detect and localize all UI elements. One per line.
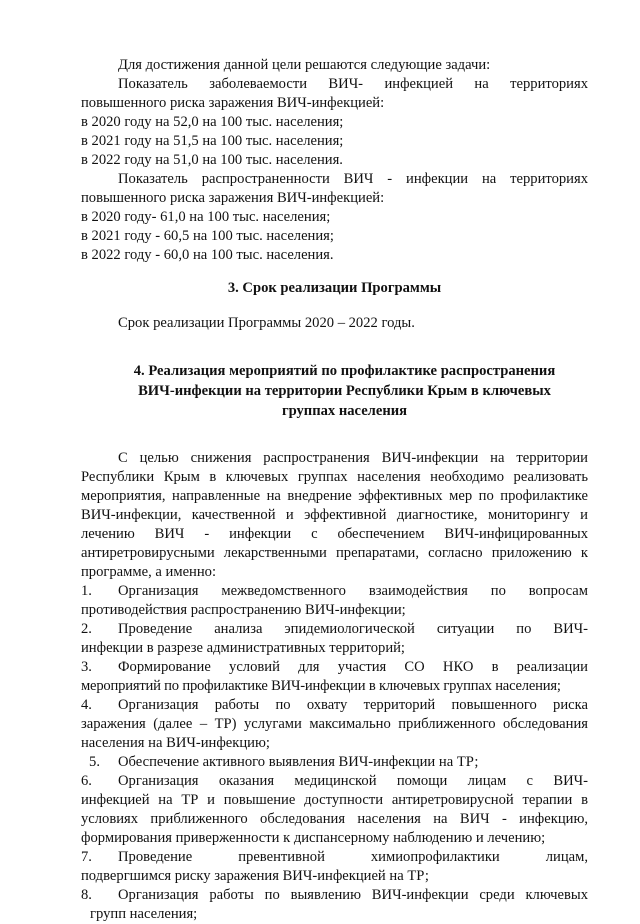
- section-4-para-line: Республики Крым в ключевых группах населения необходимо реализовать: [81, 469, 588, 485]
- list-item-number: 2.: [81, 621, 92, 637]
- list-item-number: 7.: [81, 849, 92, 865]
- list-item-line: инфекцией на ТР и повышение доступности антиретровирусной терапии в: [81, 792, 588, 808]
- indicator-incidence-line1: Показатель заболеваемости ВИЧ- инфекцией на территориях: [118, 76, 588, 92]
- list-item-line: Формирование условий для участия СО НКО в реализации: [118, 659, 588, 675]
- indicator-prevalence-line2: повышенного риска заражения ВИЧ-инфекцией:: [81, 190, 385, 206]
- indicator-prevalence-year-2021: в 2021 году - 60,5 на 100 тыс. населения;: [81, 228, 334, 244]
- section-4-heading-line2: ВИЧ-инфекции на территории Республики Крым в ключевых: [138, 383, 551, 399]
- list-item-line: Организация оказания медицинской помощи лицам с ВИЧ-: [118, 773, 588, 789]
- list-item: [81, 696, 588, 753]
- intro-text: Для достижения данной цели решаются следующие задачи:: [118, 57, 491, 73]
- list-item-number: 4.: [81, 697, 92, 713]
- list-item-number: 3.: [81, 659, 92, 675]
- document-body: [81, 56, 588, 924]
- indicator-incidence-line2: повышенного риска заражения ВИЧ-инфекцией:: [81, 95, 385, 111]
- list-item-line: противодействия распространению ВИЧ-инфекции;: [81, 602, 406, 618]
- section-4-heading-line1: 4. Реализация мероприятий по профилактике распространения: [133, 363, 556, 379]
- section-4-para-line: С целью снижения распространения ВИЧ-инфекции на территории: [118, 450, 588, 466]
- list-item: [81, 886, 588, 924]
- list-item-line: Проведение превентивной химиопрофилактики лицам,: [118, 849, 588, 865]
- list-item: [81, 582, 588, 620]
- list-item-line: мероприятий по профилактике ВИЧ-инфекции в ключевых группах населения;: [81, 678, 561, 694]
- list-item-line: заражения (далее – ТР) услугами максимально приближенного обследования: [81, 716, 588, 732]
- section-3-heading: 3. Срок реализации Программы: [227, 280, 442, 296]
- list-item-line: Обеспечение активного выявления ВИЧ-инфекции на ТР;: [118, 754, 479, 770]
- section-4-para-line: антиретровирусными лекарственными препаратами, согласно приложению к: [81, 545, 588, 561]
- list-item-line: инфекции в разрезе административных территорий;: [81, 640, 405, 656]
- list-item-line: групп населения;: [90, 906, 198, 922]
- list-item: [81, 620, 588, 658]
- list-item: [81, 658, 588, 696]
- list-item-line: подвергшимся риску заражения ВИЧ-инфекцией на ТР;: [81, 868, 429, 884]
- list-item-number: 6.: [81, 773, 92, 789]
- section-3-text: Срок реализации Программы 2020 – 2022 годы.: [118, 315, 415, 331]
- section-4-paragraph: [81, 449, 588, 582]
- list-item: [81, 772, 588, 848]
- list-item-number: 1.: [81, 583, 92, 599]
- list-item-line: Организация работы по охвату территорий повышенного риска: [118, 697, 588, 713]
- list-item-line: Проведение анализа эпидемиологической ситуации по ВИЧ-: [118, 621, 588, 637]
- indicator-incidence: [81, 75, 588, 170]
- list-item-number: 5.: [89, 754, 100, 770]
- section-4-heading: [81, 361, 588, 421]
- list-item: [81, 848, 588, 886]
- list-item-number: 8.: [81, 887, 92, 903]
- list-item-line: Организация межведомственного взаимодействия по вопросам: [118, 583, 588, 599]
- section-4-para-line: программе, а именно:: [81, 564, 217, 580]
- indicator-prevalence-year-2022: в 2022 году - 60,0 на 100 тыс. населения.: [81, 247, 334, 263]
- section-4-para-line: лечению ВИЧ - инфекции с обеспечением ВИЧ-инфицированных: [81, 526, 588, 542]
- indicator-prevalence-year-2020: в 2020 году- 61,0 на 100 тыс. населения;: [81, 209, 331, 225]
- section-4-heading-line3: группах населения: [281, 403, 408, 419]
- list-item: [81, 753, 588, 772]
- list-item-line: условиях приближенного обследования населения на ВИЧ - инфекцию,: [81, 811, 588, 827]
- indicator-incidence-year-2022: в 2022 году на 51,0 на 100 тыс. населения.: [81, 152, 343, 168]
- indicator-prevalence-line1: Показатель распространенности ВИЧ - инфекции на территориях: [118, 171, 588, 187]
- indicator-incidence-year-2020: в 2020 году на 52,0 на 100 тыс. населения;: [81, 114, 344, 130]
- section-4-para-line: мероприятия, направленные на внедрение эффективных мер по профилактике: [81, 488, 588, 504]
- indicator-incidence-year-2021: в 2021 году на 51,5 на 100 тыс. населения;: [81, 133, 344, 149]
- list-item-line: Организация работы по выявлению ВИЧ-инфекции среди ключевых: [118, 887, 588, 903]
- task-list: [81, 582, 588, 924]
- list-item-line: населения на ВИЧ-инфекцию;: [81, 735, 270, 751]
- list-item-line: формирования приверженности к диспансерному наблюдению и лечению;: [81, 830, 546, 846]
- section-4-para-line: ВИЧ-инфекции, качественной и эффективной диагностике, мониторингу и: [81, 507, 588, 523]
- indicator-prevalence: [81, 170, 588, 265]
